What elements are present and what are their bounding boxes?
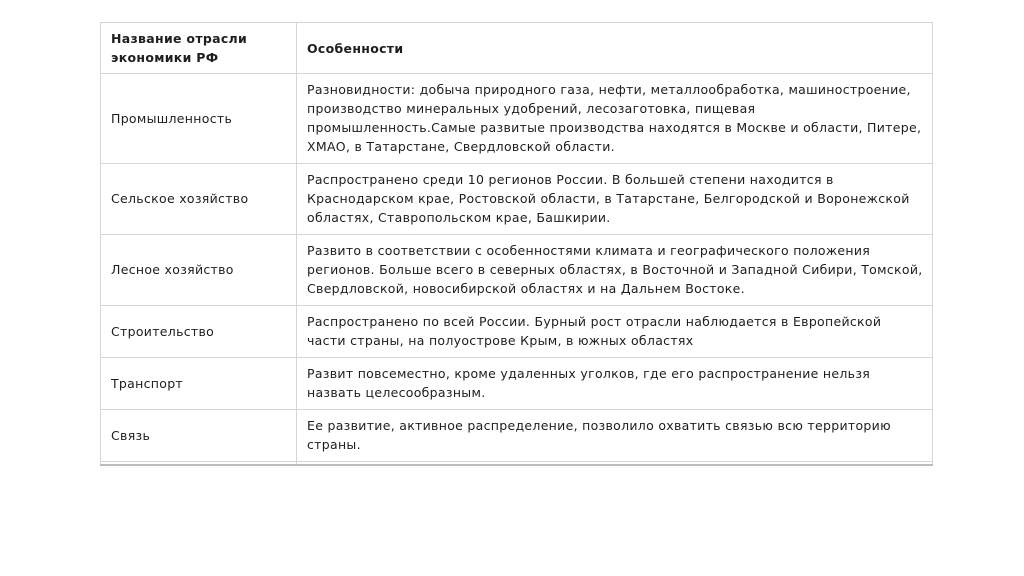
- row-sector-name: Строительство: [101, 306, 297, 358]
- row-sector-name: Транспорт: [101, 358, 297, 410]
- row-sector-name: Лесное хозяйство: [101, 235, 297, 306]
- row-sector-name: Промышленность: [101, 74, 297, 164]
- table-row: [101, 306, 933, 358]
- row-sector-features: Разновидности: добыча природного газа, нефти, металлообработка, машиностроение, производство минеральных удобрений, лесозаготовка, пищевая промышленность.Самые развитые производства находятся в Москве и области, Питере, ХМАО, в Татарстане, Свердловской области.: [297, 74, 933, 164]
- header-features: Особенности: [297, 23, 933, 74]
- row-sector-features: Распространено по всей России. Бурный рост отрасли наблюдается в Европейской части страны, на полуострове Крым, в южных областях: [297, 306, 933, 358]
- economy-sectors-table: [100, 22, 933, 466]
- row-sector-features: Распространено среди 10 регионов России. В большей степени находится в Краснодарском крае, Ростовской области, в Татарстане, Белгородской и Воронежской областях, Ставропольском крае, Башкирии.: [297, 164, 933, 235]
- table-header-row: [101, 23, 933, 74]
- row-sector-features: Развит повсеместно, кроме удаленных уголков, где его распространение нельзя назвать целесообразным.: [297, 358, 933, 410]
- table-row: [101, 164, 933, 235]
- economy-table-container: [100, 22, 932, 466]
- table-bottom-edge: [101, 462, 933, 466]
- header-sector-name: Название отрасли экономики РФ: [101, 23, 297, 74]
- table-bottom-edge-cell: [101, 462, 297, 466]
- row-sector-name: Связь: [101, 410, 297, 462]
- table-row: [101, 410, 933, 462]
- row-sector-name: Сельское хозяйство: [101, 164, 297, 235]
- table-row: [101, 358, 933, 410]
- table-row: [101, 235, 933, 306]
- table-row: [101, 74, 933, 164]
- row-sector-features: Ее развитие, активное распределение, позволило охватить связью всю территорию страны.: [297, 410, 933, 462]
- table-bottom-edge-cell: [297, 462, 933, 466]
- row-sector-features: Развито в соответствии с особенностями климата и географического положения регионов. Больше всего в северных областях, в Восточной и Западной Сибири, Томской, Свердловской, новосибирской областях и на Дальнем Востоке.: [297, 235, 933, 306]
